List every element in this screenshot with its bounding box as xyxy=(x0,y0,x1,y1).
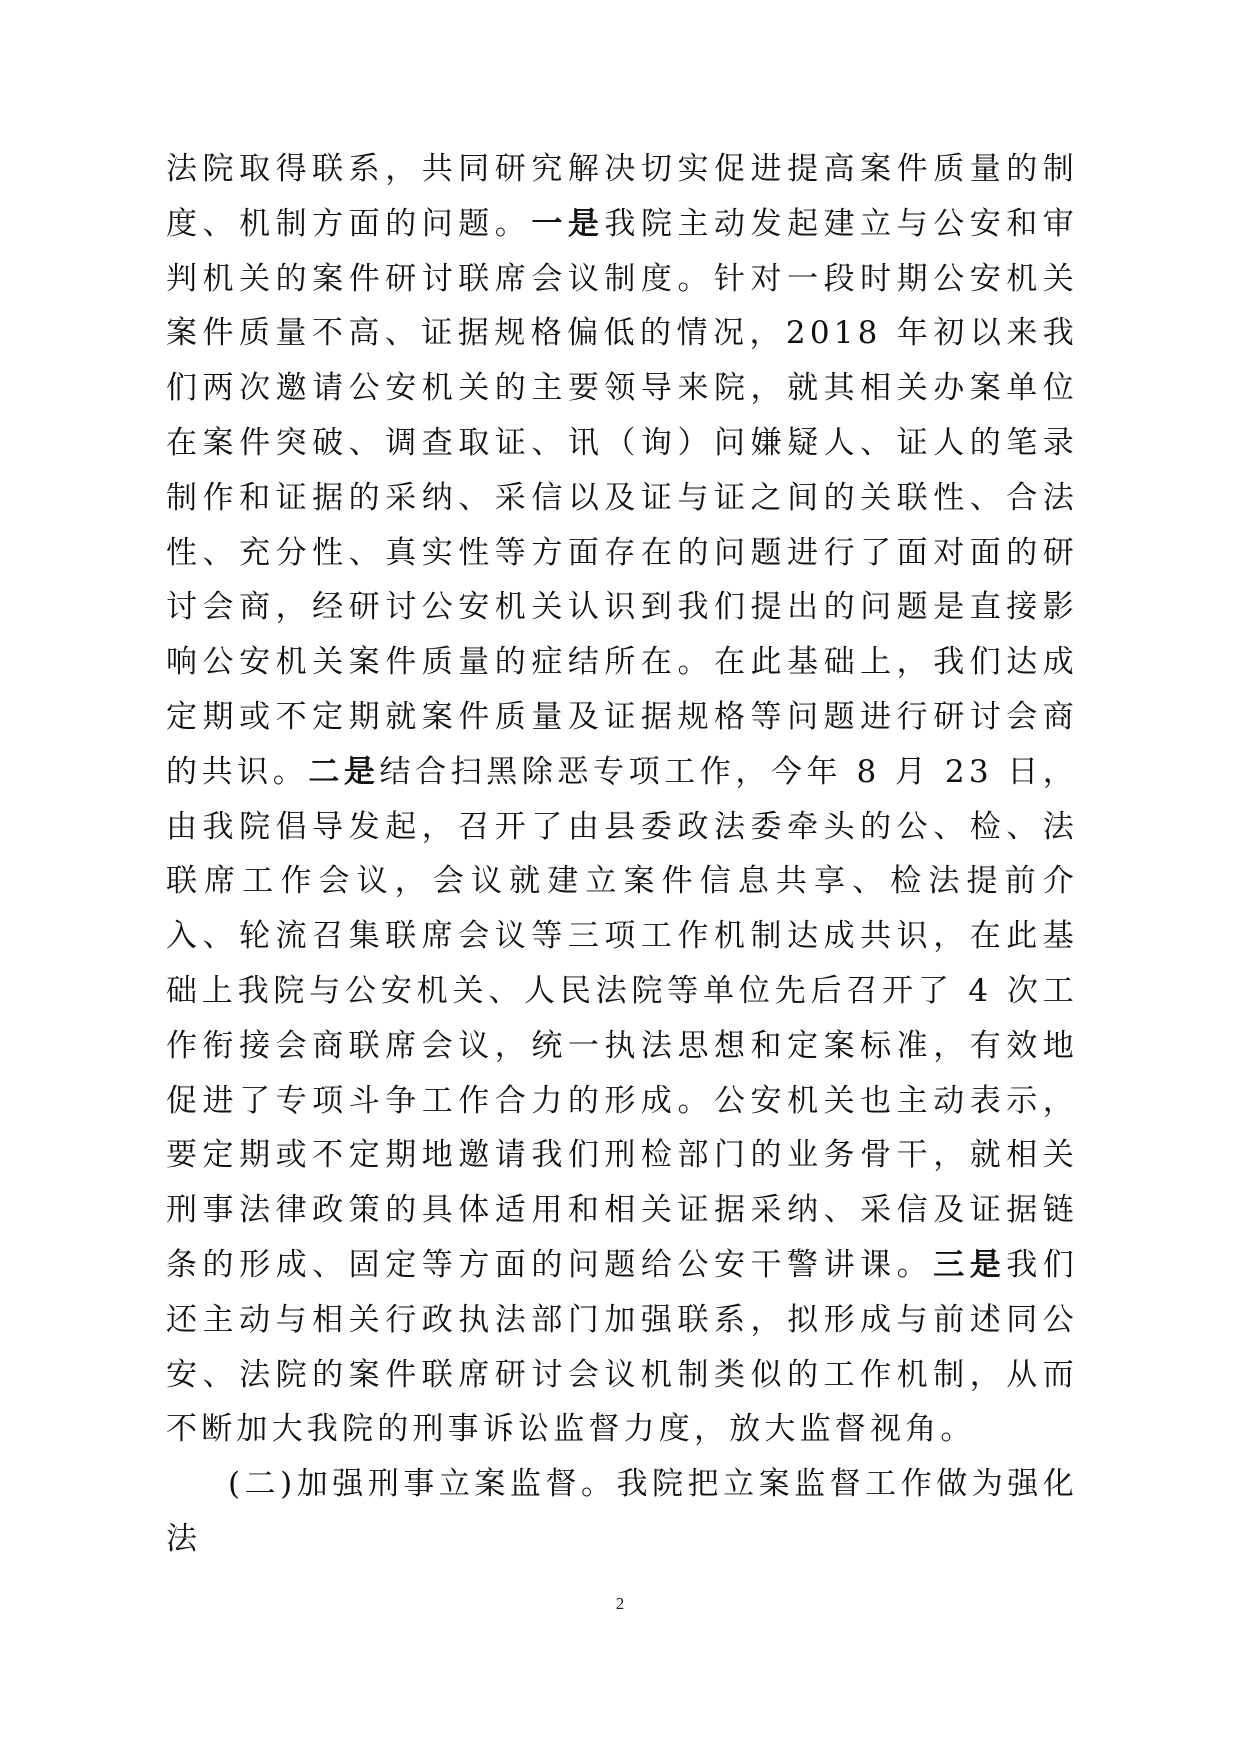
text-segment: 我院主动发起建立与公安和审判机关的案件研讨联席会议制度。针对一段时期公安机关案件质量不高、证据规格偏低的情况，2018 年初以来我们两次邀请公安机关的主要领导来院，就其相关办案单位在案件突破、调查取证、讯（询）问嫌疑人、证人的笔录制作和证据的采纳、采信以及证与证之间的关联性、合法性、充分性、真实性等方面存在的问题进行了面对面的研讨会商，经研讨公安机关认识到我们提出的问题是直接影响公安机关案件质量的症结所在。在此基础上，我们达成定期或不定期就案件质量及证据规格等问题进行研讨会商的共识。 xyxy=(166,205,1078,790)
text-segment: 我们还主动与相关行政执法部门加强联系，拟形成与前述同公安、法院的案件联席研讨会议机制类似的工作机制，从而不断加大我院的刑事诉讼监督力度，放大监督视角。 xyxy=(166,1246,1078,1448)
bold-marker-first: 一是 xyxy=(531,205,605,242)
section-heading-text: (二)加强刑事立案监督。我院把立案监督工作做为强化法 xyxy=(166,1466,1078,1557)
text-segment: 法院取得联系，共同研究解决切实促进提高案件质量的制度、机制方面的问题。 xyxy=(166,151,1078,242)
bold-marker-second: 二是 xyxy=(308,753,380,790)
bold-marker-third: 三是 xyxy=(933,1246,1007,1283)
page-number: 2 xyxy=(615,1594,625,1613)
text-segment: 结合扫黑除恶专项工作，今年 8 月 23 日，由我院倡导发起，召开了由县委政法委牵头的公、检、法联席工作会议，会议就建立案件信息共享、检法提前介入、轮流召集联席会议等三项工作机制达成共识，在此基础上我院与公安机关、人民法院等单位先后召开了 4 次工作衔接会商联席会议，统一执法思想和定案标准，有效地促进了专项斗争工作合力的形成。公安机关也主动表示，要定期或不定期地邀请我们刑检部门的业务骨干，就相关刑事法律政策的具体适用和相关证据采纳、采信及证据链条的形成、固定等方面的问题给公安干警讲课。 xyxy=(166,753,1078,1283)
body-text xyxy=(166,142,1078,1567)
section-heading-paragraph xyxy=(166,1457,1078,1567)
paragraph-continued xyxy=(166,142,1078,1457)
